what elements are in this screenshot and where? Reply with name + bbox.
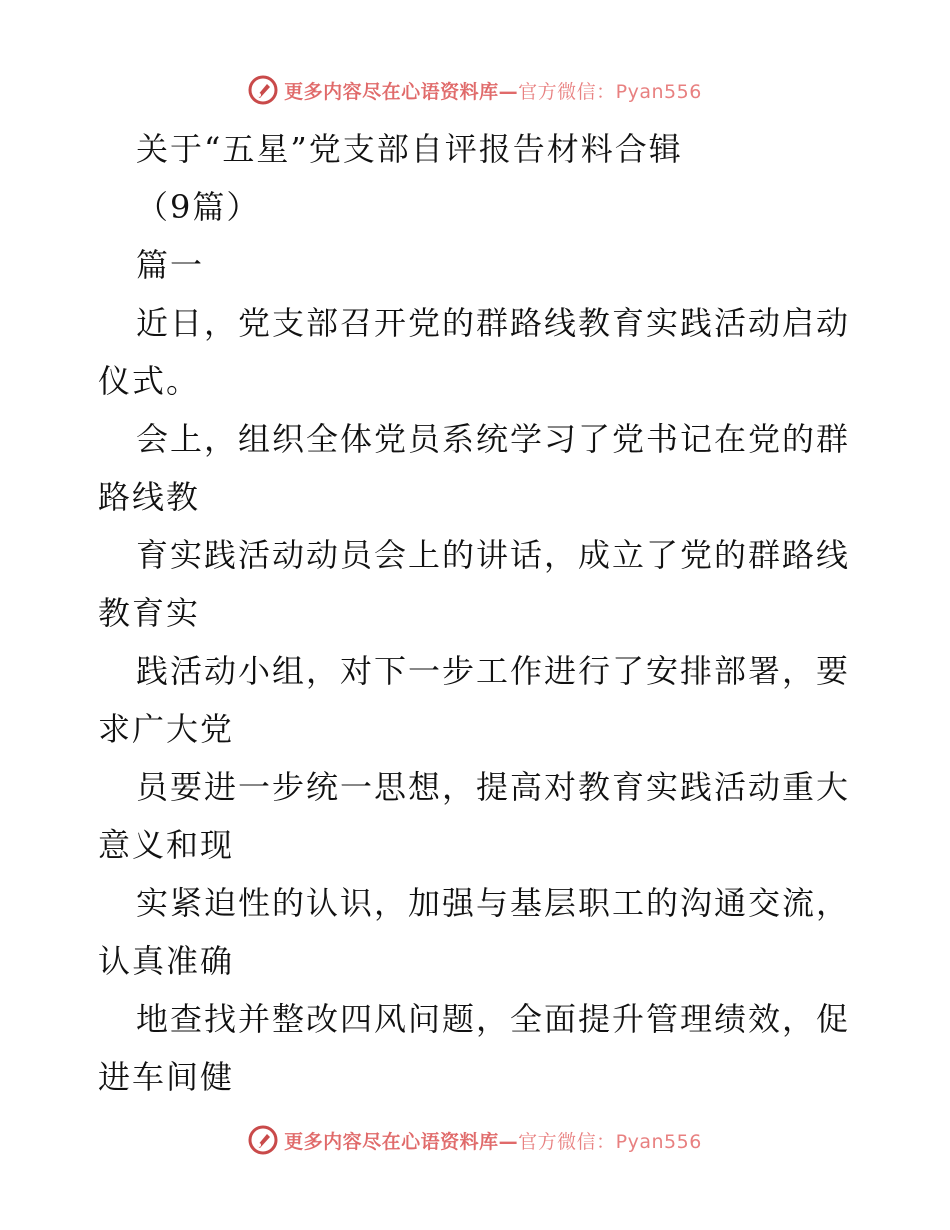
text-line: 会上，组织全体党员系统学习了党书记在党的群 [136, 420, 851, 458]
footer-banner [0, 1120, 950, 1160]
banner-site-text: 更多内容尽在心语资料库— [284, 1130, 519, 1153]
banner-wechat-text: 官方微信：Pyan556 [518, 1130, 702, 1153]
text-line: 意义和现 [98, 826, 235, 864]
text-line: 仪式。 [98, 362, 201, 400]
text-line: 篇一 [136, 246, 205, 284]
text-line: 路线教 [98, 478, 201, 516]
banner-text [284, 1127, 702, 1154]
document-title: 关于“五星”党支部自评报告材料合辑 [136, 130, 683, 168]
header-banner [0, 70, 950, 110]
text-line: 近日，党支部召开党的群路线教育实践活动启动 [136, 304, 851, 342]
document-body [98, 120, 858, 1106]
banner-wechat-text: 官方微信：Pyan556 [518, 80, 702, 103]
text-line: 进车间健 [98, 1058, 235, 1096]
text-line: 地查找并整改四风问题，全面提升管理绩效，促 [136, 1000, 851, 1038]
text-line: 实紧迫性的认识，加强与基层职工的沟通交流， [136, 884, 851, 922]
text-line: 践活动小组，对下一步工作进行了安排部署，要 [136, 652, 851, 690]
text-line: （9篇） [136, 188, 261, 226]
text-line: 教育实 [98, 594, 201, 632]
text-line: 认真准确 [98, 942, 235, 980]
text-line: 育实践活动动员会上的讲话，成立了党的群路线 [136, 536, 851, 574]
text-line: 员要进一步统一思想，提高对教育实践活动重大 [136, 768, 851, 806]
pen-logo-icon [248, 1125, 278, 1155]
text-line: 求广大党 [98, 710, 235, 748]
banner-site-text: 更多内容尽在心语资料库— [284, 80, 519, 103]
pen-logo-icon [248, 75, 278, 105]
banner-text [284, 77, 702, 104]
